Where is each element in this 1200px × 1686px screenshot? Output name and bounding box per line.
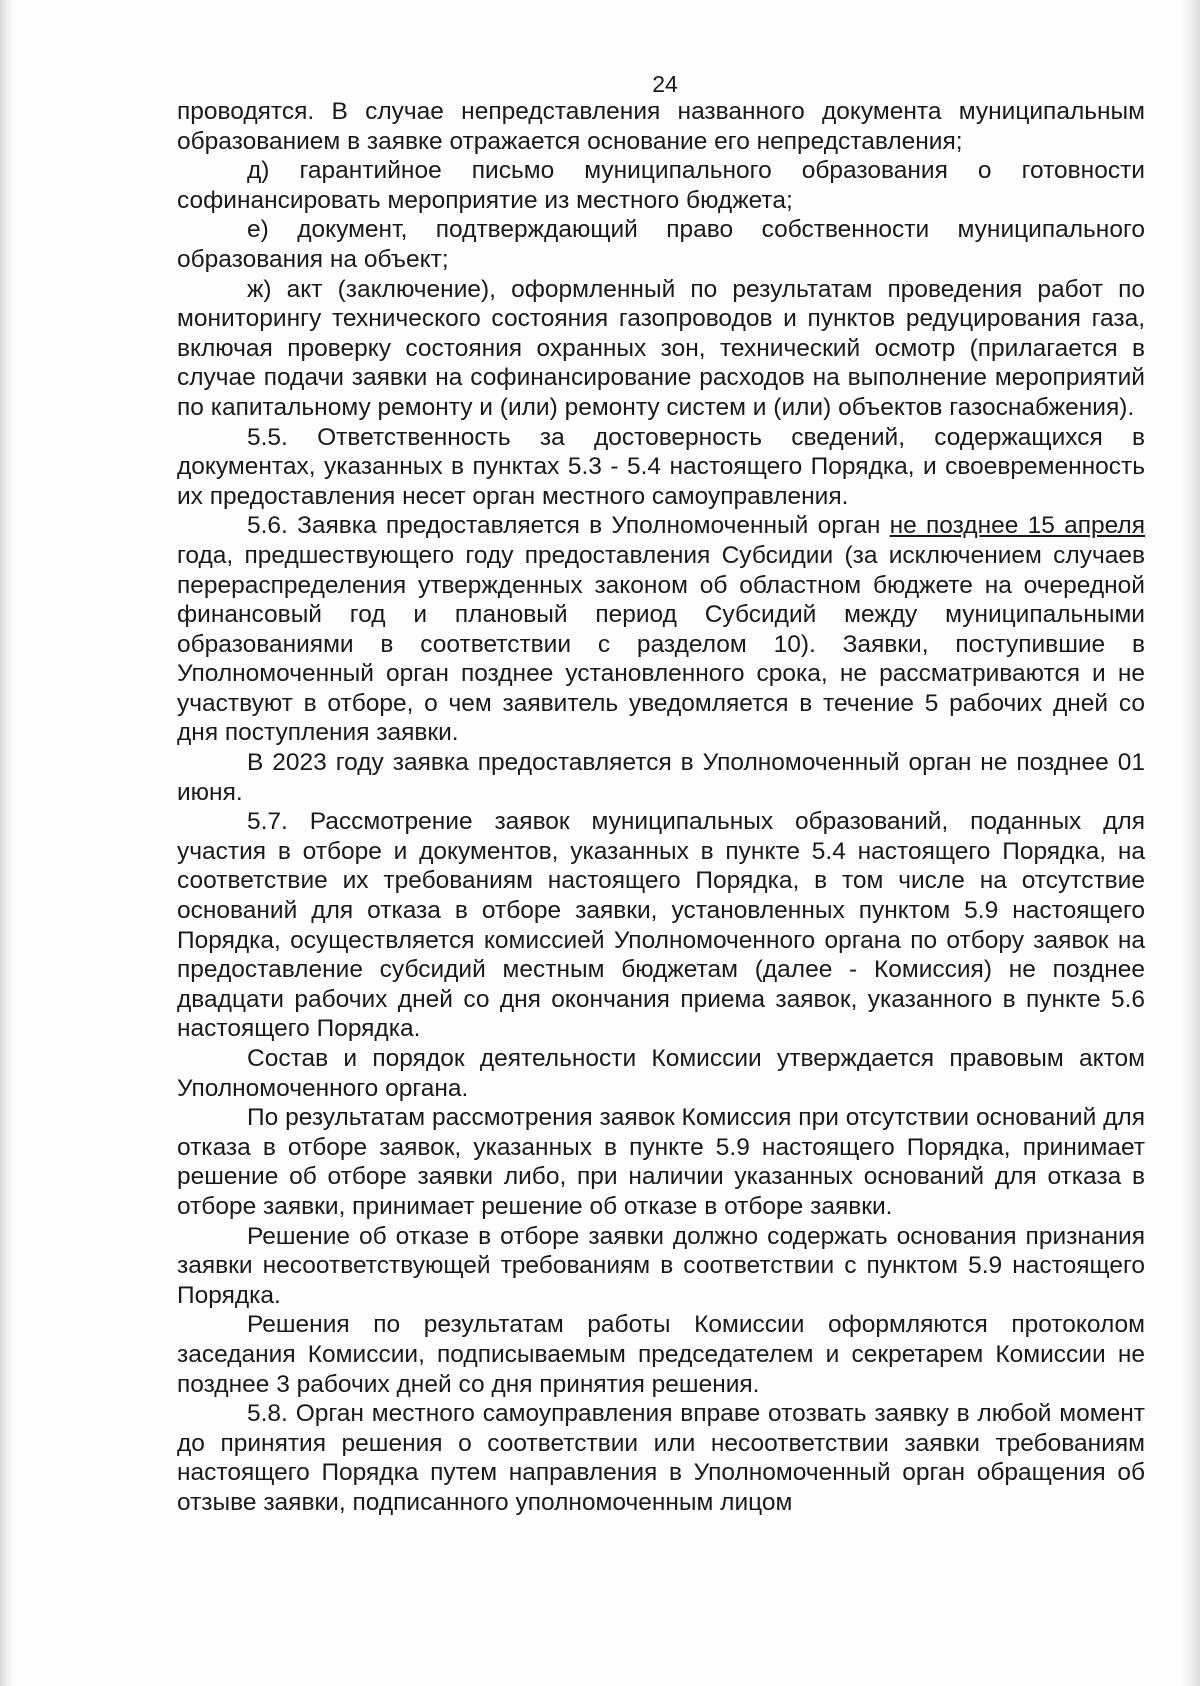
paragraph-5-6-before: 5.6. Заявка предоставляется в Уполномоченный орган xyxy=(247,512,890,540)
paragraph-continuation: проводятся. В случае непредставления названного документа муниципальным образованием в заявке отражается основание его непредставления; xyxy=(177,98,1145,155)
document-body xyxy=(177,97,1145,1518)
paragraph-item-e: е) документ, подтверждающий право собственности муниципального образования на объект; xyxy=(177,216,1145,273)
paragraph-5-7: 5.7. Рассмотрение заявок муниципальных образований, поданных для участия в отборе и документов, указанных в пункте 5.4 настоящего Порядка, на соответствие их требованиям настоящего Порядка, в том числе на отсутствие оснований для отказа в отборе заявки, установленных пунктом 5.9 настоящего Порядка, осуществляется комиссией Уполномоченного органа по отбору заявок на предоставление субсидий местным бюджетам (далее - Комиссия) не позднее двадцати рабочих дней со дня окончания приема заявок, указанного в пункте 5.6 настоящего Порядка. xyxy=(177,808,1145,1043)
paragraph-review-results: По результатам рассмотрения заявок Комиссия при отсутствии оснований для отказа в отборе заявок, указанных в пункте 5.9 настоящего Порядка, принимает решение об отборе заявки либо, при наличии указанных оснований для отказа в отборе заявки, принимает решение об отказе в отборе заявки. xyxy=(177,1104,1145,1220)
page-number: 24 xyxy=(652,71,678,97)
paragraph-protocol: Решения по результатам работы Комиссии оформляются протоколом заседания Комиссии, подписываемым председателем и секретарем Комиссии не позднее 3 рабочих дней со дня принятия решения. xyxy=(177,1311,1145,1398)
paragraph-2023-deadline: В 2023 году заявка предоставляется в Уполномоченный орган не позднее 01 июня. xyxy=(177,749,1145,806)
paragraph-refusal-decision: Решение об отказе в отборе заявки должно содержать основания признания заявки несоответствующей требованиям в соответствии с пунктом 5.9 настоящего Порядка. xyxy=(177,1222,1145,1309)
paragraph-5-6-after: года, предшествующего году предоставления Субсидии (за исключением случаев перераспределения утвержденных законом об областном бюджете на очередной финансовый год и плановый период Субсидий между муниципальными образованиями в соответствии с разделом 10). Заявки, поступившие в Уполномоченный орган позднее установленного срока, не рассматриваются и не участвуют в отборе, о чем заявитель уведомляется в течение 5 рабочих дней со дня поступления заявки. xyxy=(177,541,1145,747)
paragraph-5-6 xyxy=(177,511,1145,748)
paragraph-item-zh: ж) акт (заключение), оформленный по результатам проведения работ по мониторингу технического состояния газопроводов и пунктов редуцирования газа, включая проверку состояния охранных зон, технический осмотр (прилагается в случае подачи заявки на софинансирование расходов на выполнение мероприятий по капитальному ремонту и (или) ремонту систем и (или) объектов газоснабжения). xyxy=(177,275,1145,421)
scan-edge-right xyxy=(1180,0,1200,1686)
paragraph-5-6-deadline-underlined: не позднее 15 апреля xyxy=(889,512,1145,540)
paragraph-5-8: 5.8. Орган местного самоуправления вправе отозвать заявку в любой момент до принятия решения о соответствии или несоответствии заявки требованиям настоящего Порядка путем направления в Уполномоченный орган обращения об отзыве заявки, подписанного уполномоченным лицом xyxy=(177,1400,1145,1516)
paragraph-item-d: д) гарантийное письмо муниципального образования о готовности софинансировать мероприятие из местного бюджета; xyxy=(177,157,1145,214)
paragraph-commission-composition: Состав и порядок деятельности Комиссии утверждается правовым актом Уполномоченного органа. xyxy=(177,1045,1145,1102)
paragraph-5-5: 5.5. Ответственность за достоверность сведений, содержащихся в документах, указанных в пунктах 5.3 - 5.4 настоящего Порядка, и своевременность их предоставления несет орган местного самоуправления. xyxy=(177,423,1145,510)
scan-edge-left xyxy=(0,0,14,1686)
